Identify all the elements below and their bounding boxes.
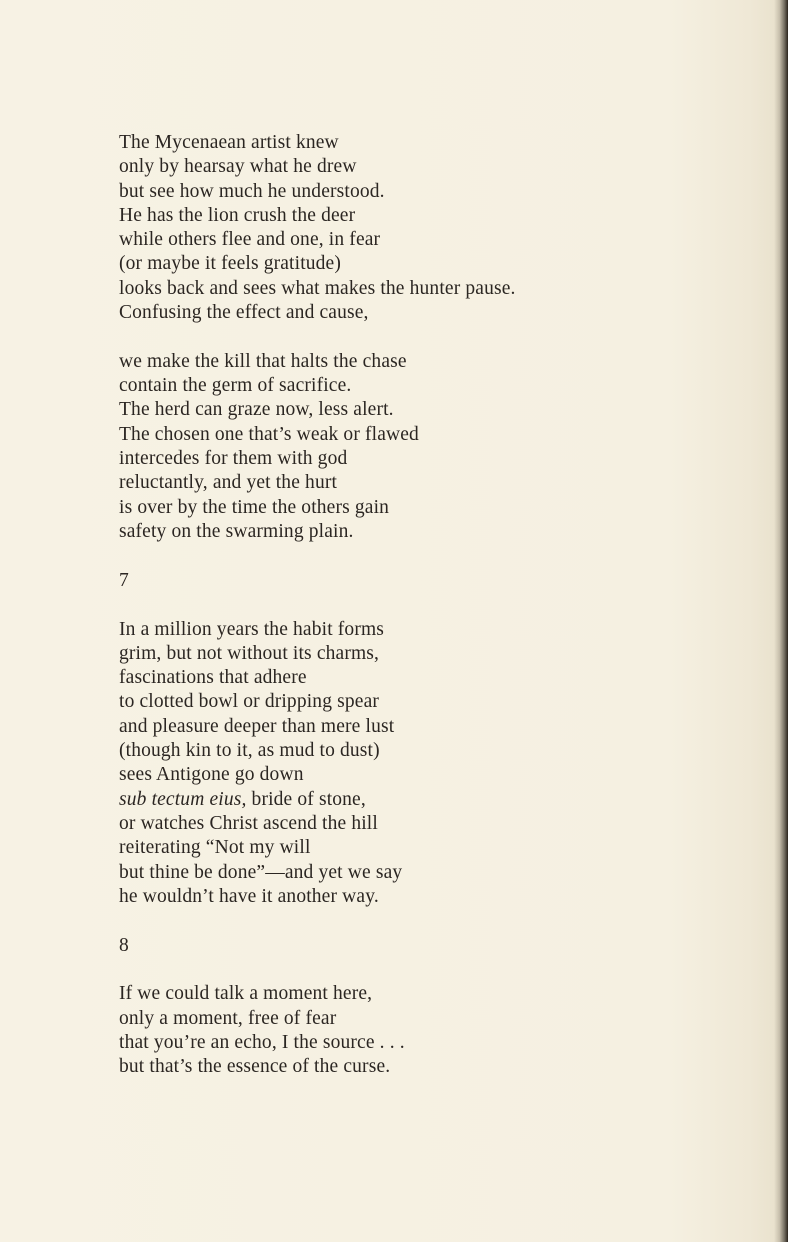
stanza-2 [119,350,679,544]
poem-line: fascinations that adhere [119,667,307,689]
poem-line: we make the kill that halts the chase [119,350,407,372]
poem-line: to clotted bowl or dripping spear [119,691,380,713]
stanza-3 [119,618,679,910]
poem-line: but thine be done”—and yet we say [119,861,403,883]
stanza-gap [119,909,679,934]
poem-line: he wouldn’t have it another way. [119,885,379,907]
poem-line: looks back and sees what makes the hunter pause. [119,277,516,299]
poem-line: or watches Christ ascend the hill [119,812,378,834]
stanza-gap [119,593,679,618]
poem-line: only by hearsay what he drew [119,156,357,178]
poem-line: (though kin to it, as mud to dust) [119,740,380,762]
poem-line: reiterating “Not my will [119,837,311,859]
latin-line-rest: bride of stone, [246,788,366,810]
poem-line: reluctantly, and yet the hurt [119,472,338,494]
poem-line: but that’s the essence of the curse. [119,1056,391,1078]
stanza-1 [119,131,679,325]
poem-line: If we could talk a moment here, [119,983,373,1005]
poem-line: The Mycenaean artist knew [119,132,339,153]
poem-text [119,131,679,1080]
poem-line: He has the lion crush the deer [119,204,356,226]
poem-line: is over by the time the others gain [119,496,390,518]
poem-line: but see how much he understood. [119,180,385,202]
section-number-7: 7 [119,569,129,591]
stanza-gap [119,544,679,569]
poem-line: that you’re an echo, I the source . . . [119,1032,405,1053]
poem-line: grim, but not without its charms, [119,642,380,664]
poem-line: and pleasure deeper than mere lust [119,715,395,737]
poem-line: safety on the swarming plain. [119,520,354,542]
poem-line: The chosen one that’s weak or flawed [119,423,419,445]
poem-line: The herd can graze now, less alert. [119,399,394,421]
poem-line: In a million years the habit forms [119,618,385,640]
poem-line: while others flee and one, in fear [119,229,381,251]
poem-line: intercedes for them with god [119,448,348,470]
poem-line: only a moment, free of fear [119,1007,337,1029]
book-spine-shadow [774,0,788,1242]
stanza-gap [119,325,679,350]
stanza-4 [119,982,679,1079]
poem-line-latin [119,788,679,812]
poem-line: contain the germ of sacrifice. [119,375,352,397]
stanza-gap [119,958,679,983]
poem-line: (or maybe it feels gratitude) [119,253,342,275]
latin-phrase: sub tectum eius, [119,788,247,810]
poem-line: sees Antigone go down [119,764,304,786]
section-number-8: 8 [119,934,129,956]
poem-line: Confusing the effect and cause, [119,302,369,324]
